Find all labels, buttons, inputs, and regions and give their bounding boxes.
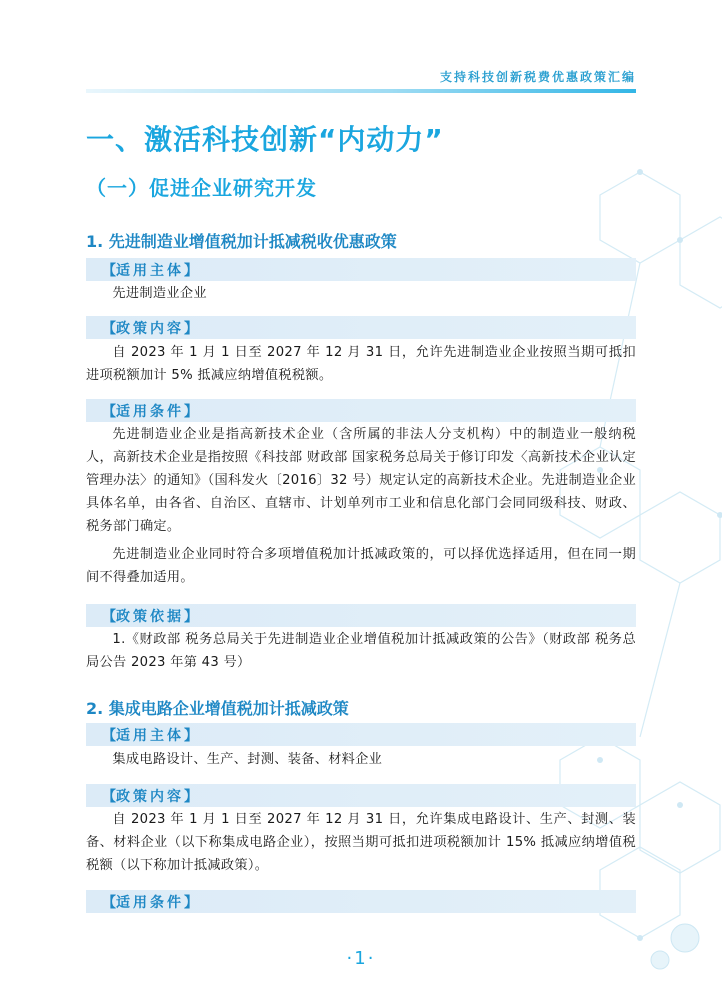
label-text: 【适用主体】 xyxy=(102,263,198,279)
running-header-title: 支持科技创新税费优惠政策汇编 xyxy=(439,70,636,84)
section-title: （一）促进企业研究开发 xyxy=(86,176,317,200)
paragraph: 先进制造业企业是指高新技术企业（含所属的非法人分支机构）中的制造业一般纳税人，高新技术企业是指按照《科技部 财政部 国家税务总局关于修订印发〈高新技术企业认定管理办法〉的通知》（国科发火〔2016〕32 号）规定认定的高新技术企业。先进制造业企业具体名单，由各省、自治区、直辖市、计划单列市工业和信息化部门会同同级科技、财政、税务部门确定。 xyxy=(86,427,636,534)
paragraph: 1.《财政部 税务总局关于先进制造业企业增值税加计抵减政策的公告》（财政部 税务总局公告 2023 年第 43 号） xyxy=(86,632,636,670)
label-bar-policy-content xyxy=(86,316,636,339)
label-bar-applicable-subject xyxy=(86,723,636,746)
policy-title-1: 1. 先进制造业增值税加计抵减税收优惠政策 xyxy=(86,232,397,251)
paragraph: 集成电路设计、生产、封测、装备、材料企业 xyxy=(112,752,383,767)
label-text: 【适用条件】 xyxy=(102,404,198,420)
paragraph: 自 2023 年 1 月 1 日至 2027 年 12 月 31 日，允许先进制造业企业按照当期可抵扣进项税额加计 5% 抵减应纳增值税税额。 xyxy=(86,345,636,383)
label-text: 【政策依据】 xyxy=(102,609,198,625)
label-text: 【适用条件】 xyxy=(102,895,198,911)
label-text: 【政策内容】 xyxy=(102,321,198,337)
paragraph: 先进制造业企业同时符合多项增值税加计抵减政策的，可以择优选择适用，但在同一期间不得叠加适用。 xyxy=(86,547,636,585)
page-number: ·1· xyxy=(346,948,376,969)
label-text: 【适用主体】 xyxy=(102,728,198,744)
label-bar-policy-content xyxy=(86,784,636,807)
label-text: 【政策内容】 xyxy=(102,789,198,805)
label-bar-applicable-subject xyxy=(86,258,636,281)
header-rule xyxy=(86,89,636,93)
label-bar-policy-basis xyxy=(86,604,636,627)
paragraph: 先进制造业企业 xyxy=(112,286,207,301)
paragraph: 自 2023 年 1 月 1 日至 2027 年 12 月 31 日，允许集成电路设计、生产、封测、装备、材料企业（以下称集成电路企业），按照当期可抵扣进项税额加计 15% 抵减应纳增值税税额（以下称加计抵减政策）。 xyxy=(86,812,636,873)
chapter-title: 一、激活科技创新“内动力” xyxy=(86,123,444,156)
label-bar-applicable-conditions xyxy=(86,890,636,913)
policy-title-2: 2. 集成电路企业增值税加计抵减政策 xyxy=(86,699,349,718)
label-bar-applicable-conditions xyxy=(86,399,636,422)
